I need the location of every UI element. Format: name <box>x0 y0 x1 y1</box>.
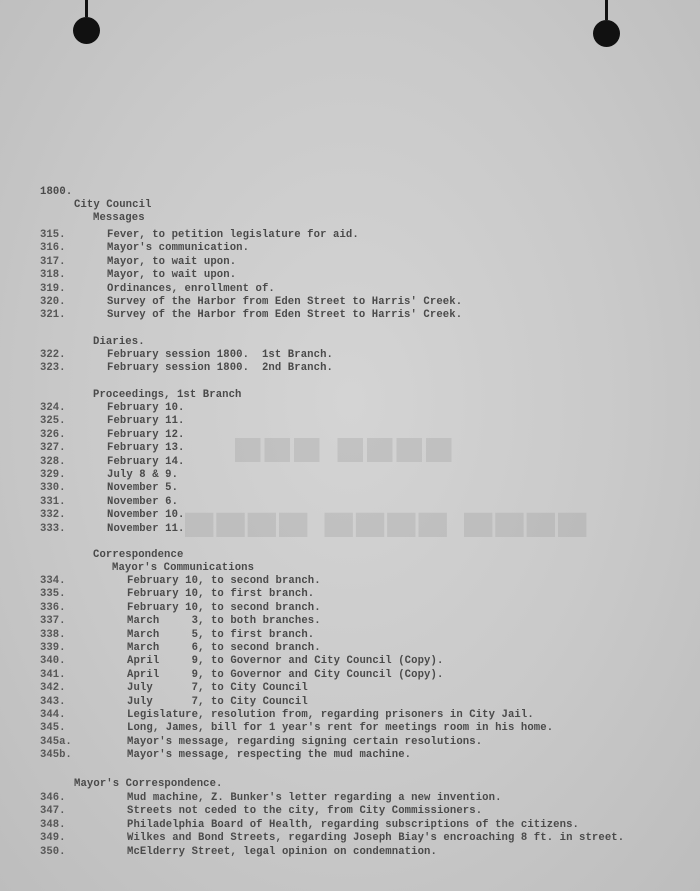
entry-number: 337. <box>40 615 66 628</box>
entry-number: 326. <box>40 428 66 441</box>
punch-hole-right <box>593 20 620 47</box>
entry-number: 350. <box>40 845 66 858</box>
entry-number: 343. <box>40 695 66 708</box>
entry-number: 322. <box>40 349 66 361</box>
entry-text: November 10. <box>107 509 185 522</box>
subheading-correspondence: Correspondence <box>93 549 184 561</box>
entry-text: February session 1800. 2nd Branch. <box>107 362 334 375</box>
entry-text: Legislature, resolution from, regarding prisoners in City Jail. <box>127 709 534 721</box>
entry-text: March 3, to both branches. <box>127 615 321 628</box>
entry-number: 330. <box>40 482 66 495</box>
entry-text: Fever, to petition legislature for aid. <box>107 229 359 241</box>
entry-text: April 9, to Governor and City Council (Copy). <box>127 668 444 681</box>
year-heading: 1800. <box>40 186 73 198</box>
entry-text: February 10, to second branch. <box>127 601 321 614</box>
entry-number: 331. <box>40 495 66 508</box>
entry-number: 336. <box>40 601 66 614</box>
entry-number: 316. <box>40 242 66 255</box>
entry-text: Survey of the Harbor from Eden Street to Harris' Creek. <box>107 296 463 308</box>
entry-text: Streets not ceded to the city, from City Commissioners. <box>127 805 483 818</box>
entry-number: 327. <box>40 442 66 455</box>
entry-number: 323. <box>40 362 66 375</box>
entry-number: 345a. <box>40 735 72 748</box>
entry-text: Ordinances, enrollment of. <box>107 282 275 295</box>
entry-text: Wilkes and Bond Streets, regarding Joseph Biay's encroaching 8 ft. in street. <box>127 832 625 845</box>
entry-text: July 7, to City Council <box>127 682 308 695</box>
entry-text: November 5. <box>107 482 179 495</box>
subheading-messages: Messages <box>93 212 145 224</box>
entry-number: 332. <box>40 509 66 522</box>
section-city-council: City Council <box>74 199 152 211</box>
entry-text: March 6, to second branch. <box>127 642 321 654</box>
entry-text: Mayor's communication. <box>107 242 250 255</box>
entry-number: 345b. <box>40 749 72 762</box>
subheading-proceedings: Proceedings, 1st Branch <box>93 389 242 401</box>
entry-text: Long, James, bill for 1 year's rent for meetings room in his home. <box>127 722 554 735</box>
entry-number: 321. <box>40 309 66 322</box>
entry-text: Mayor, to wait upon. <box>107 269 237 282</box>
entry-number: 328. <box>40 455 66 468</box>
entry-text: July 8 & 9. <box>107 469 179 481</box>
entry-number: 341. <box>40 668 66 681</box>
section-mayors-correspondence: Mayor's Correspondence. <box>74 778 223 790</box>
subheading-diaries: Diaries. <box>93 336 145 348</box>
entry-number: 315. <box>40 229 66 241</box>
entry-number: 344. <box>40 709 66 721</box>
entry-number: 325. <box>40 415 66 428</box>
entry-text: March 5, to first branch. <box>127 628 315 641</box>
entry-text: February 13. <box>107 442 185 455</box>
entry-number: 339. <box>40 642 66 654</box>
subheading-mayors-communications: Mayor's Communications <box>112 562 255 574</box>
entry-text: February session 1800. 1st Branch. <box>107 349 334 361</box>
entry-text: Mud machine, Z. Bunker's letter regarding a new invention. <box>127 792 502 804</box>
entry-number: 319. <box>40 282 66 295</box>
entry-text: November 11. <box>107 522 185 535</box>
entry-text: February 10. <box>107 402 185 414</box>
entry-number: 346. <box>40 792 66 804</box>
entry-number: 347. <box>40 805 66 818</box>
entry-number: 333. <box>40 522 66 535</box>
entry-text: February 12. <box>107 428 185 441</box>
entry-number: 320. <box>40 296 66 308</box>
entry-number: 317. <box>40 255 66 268</box>
entry-number: 342. <box>40 682 66 695</box>
entry-text: February 11. <box>107 415 185 428</box>
entry-text: February 10, to second branch. <box>127 575 321 587</box>
entry-number: 334. <box>40 575 66 587</box>
entry-text: Philadelphia Board of Health, regarding subscriptions of the citizens. <box>127 818 580 831</box>
entry-number: 329. <box>40 469 66 481</box>
entry-number: 345. <box>40 722 66 735</box>
entry-number: 338. <box>40 628 66 641</box>
entry-text: Mayor's message, respecting the mud machine. <box>127 749 412 762</box>
entry-number: 349. <box>40 832 66 845</box>
entry-number: 324. <box>40 402 66 414</box>
entry-text: February 10, to first branch. <box>127 588 315 601</box>
entry-number: 348. <box>40 818 66 831</box>
entry-number: 318. <box>40 269 66 282</box>
entry-text: July 7, to City Council <box>127 695 308 708</box>
entry-text: Mayor, to wait upon. <box>107 255 237 268</box>
entry-text: April 9, to Governor and City Council (Copy). <box>127 655 444 668</box>
entry-text: Survey of the Harbor from Eden Street to Harris' Creek. <box>107 309 463 322</box>
entry-number: 335. <box>40 588 66 601</box>
punch-hole-left <box>73 17 100 44</box>
bleed-through-mark: ▄▄▄▄ ▄▄▄▄ ▄▄▄▄ <box>185 490 590 534</box>
entry-text: February 14. <box>107 455 185 468</box>
entry-number: 340. <box>40 655 66 668</box>
entry-text: McElderry Street, legal opinion on condemnation. <box>127 845 437 858</box>
entry-text: Mayor's message, regarding signing certain resolutions. <box>127 735 483 748</box>
bleed-through-mark: ▀▀▀ ▀▀▀▀ <box>235 437 456 483</box>
entry-text: November 6. <box>107 495 179 508</box>
